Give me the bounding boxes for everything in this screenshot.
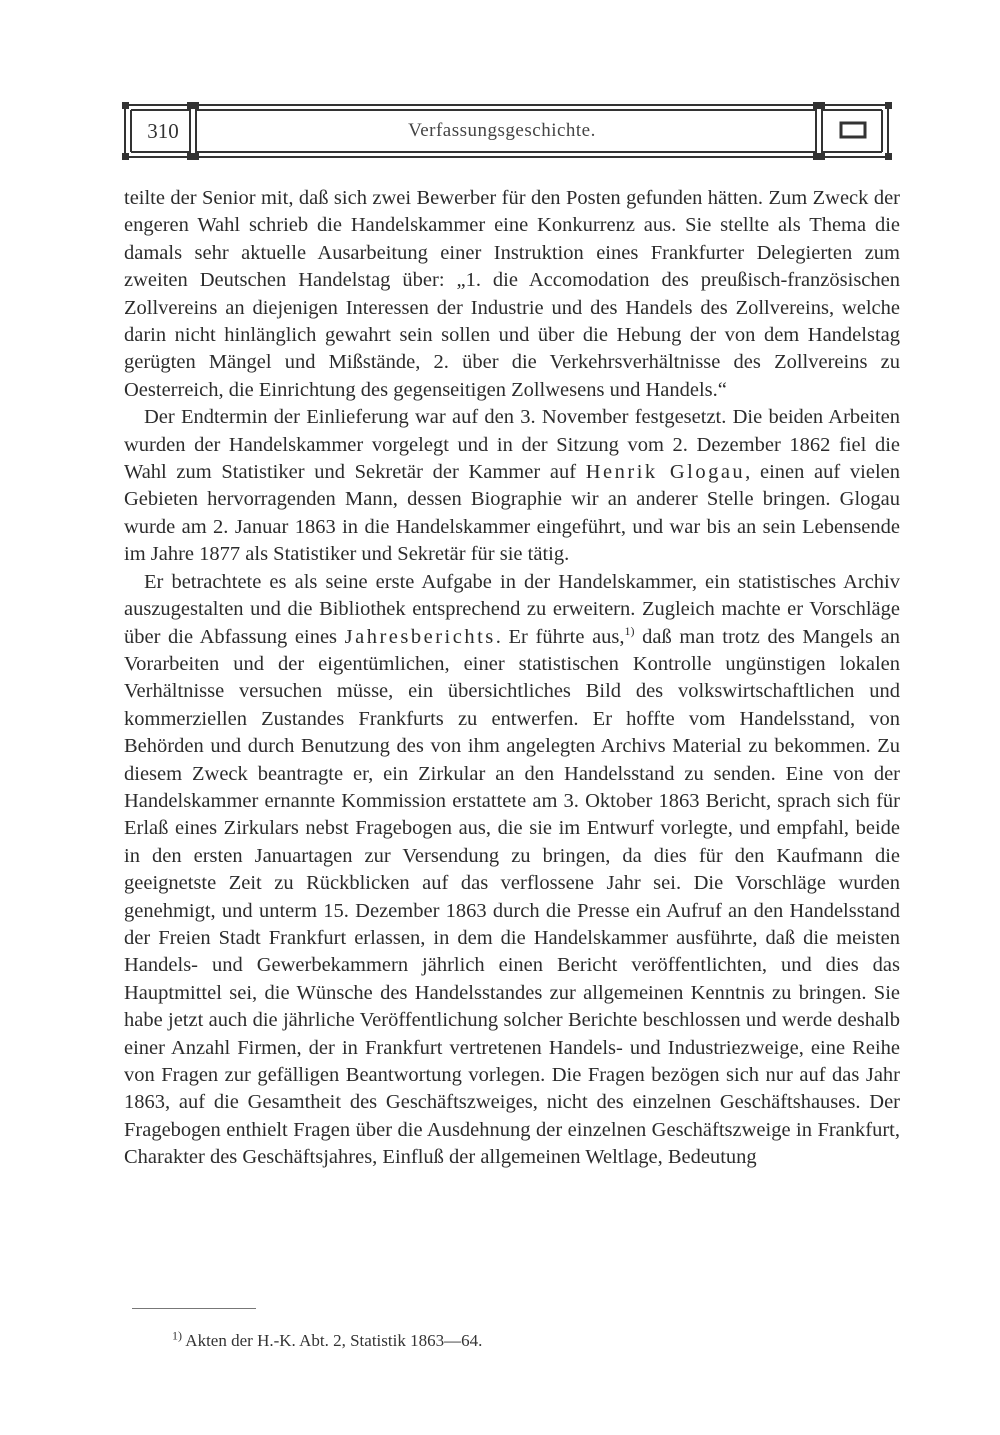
running-title: Verfassungsgeschichte. <box>408 120 596 141</box>
main-text <box>124 185 900 1172</box>
header-box-ornament <box>841 123 865 137</box>
footnote-marker: 1) <box>172 1328 182 1343</box>
page-header <box>122 100 892 162</box>
footnote-divider <box>132 1308 256 1309</box>
person-name-glogau: Henrik Glogau <box>585 461 746 484</box>
footnote-text: Akten der H.-K. Abt. 2, Statistik 1863—64. <box>182 1331 483 1350</box>
paragraph-1 <box>124 185 900 404</box>
paragraph-3-text-middle: . Er führte aus, <box>495 625 625 648</box>
term-jahresberichts: Jahresberichts <box>344 625 496 648</box>
footnote <box>172 1328 872 1351</box>
paragraph-2-text-after: , einen auf vielen Gebieten hervorragenden Mann, dessen Biographie wir an anderer Stelle bringen. Glogau wurde am 2. Januar 1863 in die Handelskammer eingeführt, und war bis an sein Lebensende im Jahre 1877 als Statistiker und Sekretär für sie tätig. <box>124 461 900 566</box>
paragraph-1-text: teilte der Senior mit, daß sich zwei Bewerber für den Posten gefunden hätten. Zum Zweck der engeren Wahl schrieb die Handelskammer eine Konkurrenz aus. Sie stellte als Thema die damals sehr aktuelle Ausarbeitung einer Instruktion eines Frankfurter Delegierten zum zweiten Deutschen Handelstag über: „1. die Accomodation des preußisch-französischen Zollvereins an diejenigen Interessen der Industrie und des Handels des Zollvereins, welche darin nicht hinlänglich gewahrt sein sollen und über die Hebung der von dem Handelstag gerügten Mängel und Mißstände, 2. über die Verkehrsverhältnisse des Zollvereins zu Oesterreich, die Einrichtung des gegenseitigen Zollwesens und Handels.“ <box>124 187 900 401</box>
paragraph-3-text-before: Er betrachtete es als seine erste Aufgabe in der Handelskammer, ein statistisches Archiv auszugestalten und die Bibliothek entsprechend zu erweitern. Zugleich machte er Vorschläge über die Abfassung eines <box>124 570 900 648</box>
paragraph-2-text-before: Der Endtermin der Einlieferung war auf den 3. November festgesetzt. Die beiden Arbeiten wurden der Handelskammer vorgelegt und in der Sitzung vom 2. Dezember 1862 fiel die Wahl zum Statistiker und Sekretär der Kammer auf <box>124 406 900 484</box>
paragraph-3 <box>124 569 900 1172</box>
page-number: 310 <box>147 119 179 143</box>
paragraph-2 <box>124 404 900 568</box>
paragraph-3-text-after: daß man trotz des Mangels an Vorarbeiten und der eigentümlichen, einer statistischen Kontrolle ungünstigen lokalen Verhältnisse versuchen müsse, ein übersichtliches Bild des volkswirtschaftlichen und kommerziellen Zustandes Frankfurts zu entwerfen. Er hoffte vom Handelsstand, von Behörden und durch Benutzung des von ihm angelegten Archivs Material zu bekommen. Zu diesem Zweck beantragte er, ein Zirkular an den Handelsstand zu senden. Eine von der Handelskammer ernannte Kommission erstattete am 3. Oktober 1863 Bericht, sprach sich für Erlaß eines Zirkulars nebst Fragebogen aus, die sie im Entwurf vorlegte, und empfahl, beide in den ersten Januartagen zur Versendung zu bringen, da dies für den Kaufmann die geeignetste Zeit zu Rückblicken auf das verflossene Jahr sei. Die Vorschläge wurden genehmigt, und unterm 15. Dezember 1863 durch die Presse ein Aufruf an den Handelsstand der Freien Stadt Frankfurt erlassen, in dem die Handelskammer ausführte, daß die meisten Handels- und Gewerbekammern jährlich einen Bericht veröffentlichten, und dies das Hauptmittel sei, die Wünsche des Handelsstandes zur allgemeinen Kenntnis zu bringen. Sie habe jetzt auch die jährliche Veröffentlichung solcher Berichte beschlossen und werde deshalb einer Anzahl Firmen, der in Frankfurt vertretenen Handels- und Industriezweige, eine Reihe von Fragen zur gefälligen Beantwortung vorlegen. Die Fragen bezögen sich nur auf das Jahr 1863, auf die Gesamtheit des Geschäftszweiges, nicht des einzelnen Geschäftshauses. Der Fragebogen enthielt Fragen über die Ausdehnung der einzelnen Geschäftszweige in Frankfurt, Charakter des Geschäftsjahres, Einfluß der allgemeinen Weltlage, Bedeutung <box>124 625 901 1169</box>
footnote-reference: 1) <box>624 623 635 638</box>
